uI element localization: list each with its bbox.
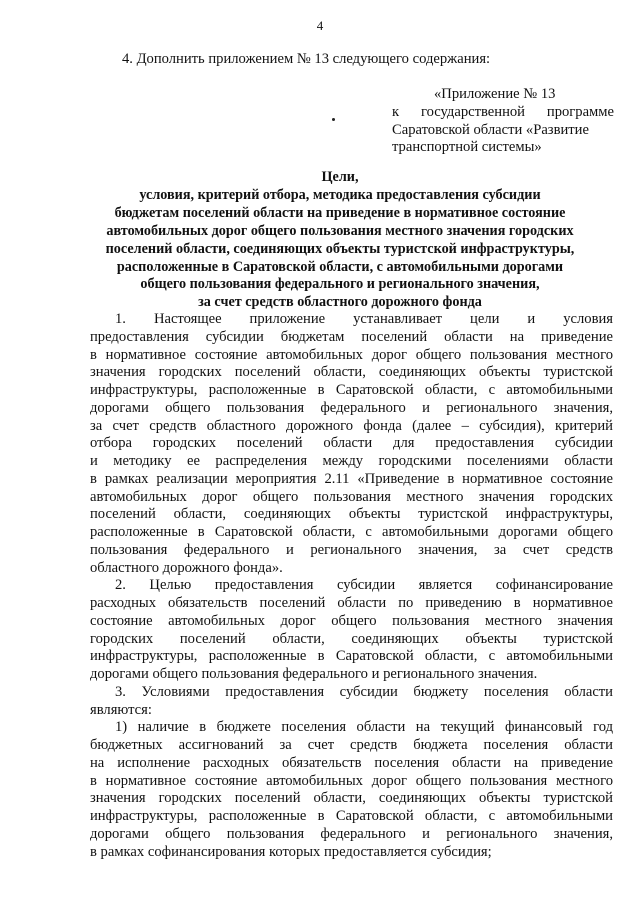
paragraph-2-line: 2. Целью предоставления субсидии является софинансирование [115,577,613,594]
paragraph-2-line: дорогами общего пользования федерального и регионального значения. [90,666,538,682]
paragraph-1-line: пользования федерального и регионального значения, за счет средств [90,541,613,558]
paragraph-1-line: предоставления субсидии бюджетам поселений области на приведение [90,328,613,345]
paragraph-4-line: 1) наличие в бюджете поселения области на текущий финансовый год [115,719,613,736]
document-heading [60,169,620,312]
paragraph-4-line: бюджетных ассигнований за счет средств бюджета поселения области [90,737,613,753]
appendix-ref-line-4: транспортной системы» [392,139,542,156]
paragraph-2-line: состояние автомобильных дорог общего пользования местного значения [90,612,613,629]
paragraph-1-line: в рамках реализации мероприятия 2.11 «Приведение в нормативное состояние [90,470,613,487]
heading-line: общего пользования федерального и регионального значения, [140,276,540,293]
paragraph-4-line: значения городских поселений области, соединяющих объекты туристской [90,790,613,807]
paragraph-1-line: поселений области, соединяющих объекты туристской инфраструктуры, [90,506,613,523]
paragraph-3-line: 3. Условиями предоставления субсидии бюджету поселения области [115,683,613,700]
paragraph-1-line: за счет средств областного дорожного фонда (далее – субсидия), критерий [90,417,613,434]
heading-line: Цели, [321,169,359,185]
paragraph-1-line: дорогами общего пользования федерального и регионального значения, [90,399,613,416]
appendix-ref-line-3: Саратовской области «Развитие [392,121,589,138]
paragraph-3-line: являются: [90,701,152,718]
intro-line: 4. Дополнить приложением № 13 следующего содержания: [122,51,491,67]
paragraph-2-line: городских поселений области, соединяющих объекты туристской [90,630,613,647]
appendix-ref-line-2: к государственной программе [392,103,614,120]
heading-line: бюджетам поселений области на приведение в нормативное состояние [114,204,566,221]
paragraph-1-line: значения городских поселений области, соединяющих объекты туристской [90,364,613,381]
paragraph-1-line: автомобильных дорог общего пользования местного значения городских [90,488,613,505]
paragraph-1-line: и методику ее распределения между городскими поселениями области [90,453,613,469]
paragraph-1-line: отбора городских поселений области для предоставления субсидии [90,435,613,452]
scan-mark [332,118,335,121]
paragraph-4-line: на исполнение расходных обязательств поселения области на приведение [90,754,613,771]
paragraph-1-line: в нормативное состояние автомобильных дорог общего пользования местного [90,346,613,363]
page-number: 4 [316,18,324,33]
paragraph-2-line: инфраструктуры, расположенные в Саратовской области, с автомобильными [90,648,613,665]
appendix-ref-line-1: «Приложение № 13 [434,86,556,102]
paragraph-4-line: в нормативное состояние автомобильных дорог общего пользования местного [90,772,613,789]
paragraph-2-line: расходных обязательств поселений области по приведению в нормативное [90,595,613,611]
heading-line: автомобильных дорог общего пользования местного значения городских [106,222,574,239]
paragraph-1-line: инфраструктуры, расположенные в Саратовской области, с автомобильными [90,382,613,398]
paragraph-4-line: инфраструктуры, расположенные в Саратовской области, с автомобильными [90,808,613,824]
paragraph-4-line: дорогами общего пользования федерального и регионального значения, [90,825,613,842]
heading-line: расположенные в Саратовской области, с автомобильными дорогами [116,258,564,275]
paragraph-1-line: 1. Настоящее приложение устанавливает цели и условия [115,311,613,327]
paragraph-1-line: областного дорожного фонда». [90,559,283,576]
appendix-reference [392,86,614,157]
document-body [90,311,613,861]
heading-line: за счет средств областного дорожного фонда [198,294,482,311]
heading-line: поселений области, соединяющих объекты туристской инфраструктуры, [105,240,575,257]
paragraph-1-line: расположенные в Саратовской области, с автомобильными дорогами общего [90,524,613,540]
paragraph-4-line: в рамках софинансирования которых предоставляется субсидия; [90,843,492,860]
heading-line: условия, критерий отбора, методика предоставления субсидии [139,186,541,203]
